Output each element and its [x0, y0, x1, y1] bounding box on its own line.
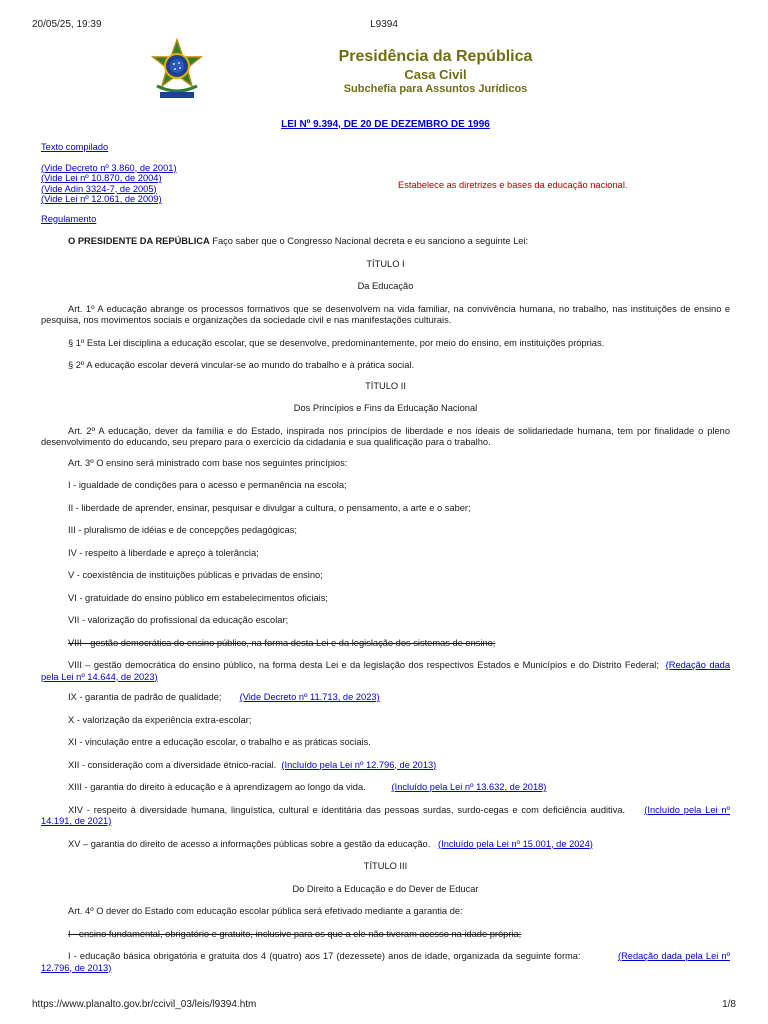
ementa: Estabelece as diretrizes e bases da educação nacional.	[398, 180, 628, 190]
art-1-paragraph-2: § 2º A educação escolar deverá vincular-se ao mundo do trabalho e à prática social.	[68, 360, 415, 370]
inciso-ii: II - liberdade de aprender, ensinar, pesquisar e divulgar a cultura, o pensamento, a arte e o saber;	[68, 502, 471, 513]
vide-link[interactable]: (Vide Adin 3324-7, de 2005)	[41, 183, 157, 194]
inciso-ix-text: IX - garantia de padrão de qualidade;	[68, 692, 222, 702]
art-4-inciso-i-revoked: I - ensino fundamental, obrigatório e gratuito, inclusive para os que a ele não tiveram acesso na idade própria;	[68, 928, 522, 939]
law-title-link[interactable]: LEI Nº 9.394, DE 20 DE DEZEMBRO DE 1996	[281, 119, 490, 130]
inciso-ix-link[interactable]: (Vide Decreto nº 11.713, de 2023)	[239, 692, 380, 702]
art-2: Art. 2º A educação, dever da família e do Estado, inspirada nos princípios de liberdade e nos ideais de solidariedade humana, tem por finalidade o pleno desenvolvimento do educando, seu preparo para o exercício da cidadania e sua qualificação para o trabalho.	[41, 425, 730, 447]
titulo-2-heading: TÍTULO II	[365, 380, 406, 391]
inciso-viii	[41, 660, 730, 683]
print-footer	[32, 999, 736, 1013]
inciso-xii-text: XII - consideração com a diversidade étnico-racial.	[68, 759, 277, 770]
inciso-xv-link[interactable]: (Incluído pela Lei nº 15.001, de 2024)	[438, 838, 593, 849]
inciso-v: V - coexistência de instituições públicas e privadas de ensino;	[68, 570, 323, 580]
art-4-inciso-i-text: I - educação básica obrigatória e gratuita dos 4 (quatro) aos 17 (dezessete) anos de idade, organizada da seguinte forma:	[68, 951, 581, 961]
inciso-ix	[41, 692, 730, 704]
inciso-xiv-link[interactable]: (Incluído pela Lei nº 14.191, de 2021)	[41, 804, 730, 826]
masthead-presidencia: Presidência da República	[338, 48, 533, 65]
print-doc-name: L9394	[370, 19, 398, 30]
inciso-xii	[41, 760, 730, 772]
titulo-1-heading: TÍTULO I	[366, 258, 405, 269]
document-page	[41, 38, 730, 974]
inciso-xv	[41, 839, 730, 851]
masthead-subchefia: Subchefia para Assuntos Jurídicos	[343, 83, 528, 95]
law-title	[41, 119, 730, 130]
inciso-xv-text: XV – garantia do direito de acesso a informações públicas sobre a gestão da educação.	[68, 838, 431, 849]
inciso-i: I - igualdade de condições para o acesso e permanência na escola;	[68, 480, 347, 490]
print-page-number: 1/8	[722, 999, 736, 1010]
inciso-xiii	[41, 782, 730, 794]
print-header	[32, 19, 736, 33]
inciso-xiii-link[interactable]: (Incluído pela Lei nº 13.632, de 2018)	[391, 782, 547, 792]
inciso-xii-link[interactable]: (Incluído pela Lei nº 12.796, de 2013)	[281, 759, 437, 770]
inciso-viii-link[interactable]: (Redação dada pela Lei nº 14.644, de 2023)	[41, 660, 730, 682]
inciso-vi: VI - gratuidade do ensino público em estabelecimentos oficiais;	[68, 592, 328, 603]
preamble-text: Faço saber que o Congresso Nacional decreta e eu sanciono a seguinte Lei:	[209, 236, 529, 246]
links-block	[41, 142, 730, 225]
titulo-3-heading: TÍTULO III	[363, 861, 408, 871]
inciso-vii: VII - valorização do profissional da educação escolar;	[68, 615, 289, 625]
masthead	[41, 38, 730, 112]
inciso-xiv	[41, 805, 730, 828]
regulamento-link[interactable]: Regulamento	[41, 213, 97, 224]
vide-link[interactable]: (Vide Decreto nº 3.860, de 2001)	[41, 162, 177, 173]
vide-link[interactable]: (Vide Lei nº 12.061, de 2009)	[41, 194, 162, 204]
inciso-viii-text: VIII – gestão democrática do ensino público, na forma desta Lei e da legislação dos respectivos Estados e Municípios e do Distrito Federal;	[68, 660, 659, 670]
vide-link[interactable]: (Vide Lei nº 10.870, de 2004)	[41, 173, 162, 183]
titulo-3-name: Do Direito à Educação e do Dever de Educar	[292, 883, 479, 894]
inciso-xi: XI - vinculação entre a educação escolar, o trabalho e as práticas sociais.	[68, 737, 371, 747]
masthead-casa-civil: Casa Civil	[404, 67, 467, 82]
art-1-paragraph-1: § 1º Esta Lei disciplina a educação escolar, que se desenvolve, predominantemente, por meio do ensino, em instituições próprias.	[68, 337, 605, 348]
art-4-inciso-i	[41, 951, 730, 974]
preamble-bold: O PRESIDENTE DA REPÚBLICA	[68, 236, 210, 246]
art-3: Art. 3º O ensino será ministrado com base nos seguintes princípios:	[68, 457, 348, 468]
print-url: https://www.planalto.gov.br/ccivil_03/leis/l9394.htm	[32, 999, 257, 1010]
texto-compilado-link[interactable]: Texto compilado	[41, 142, 109, 152]
art-4: Art. 4º O dever do Estado com educação escolar pública será efetivado mediante a garantia de:	[68, 906, 463, 916]
inciso-xiii-text: XIII - garantia do direito à educação e à aprendizagem ao longo da vida.	[68, 782, 366, 792]
art-4-inciso-i-link[interactable]: (Redação dada pela Lei nº 12.796, de 2013)	[41, 951, 731, 973]
inciso-iii: III - pluralismo de idéias e de concepções pedagógicas;	[68, 525, 297, 535]
inciso-iv: IV - respeito à liberdade e apreço à tolerância;	[68, 547, 259, 558]
masthead-text	[41, 48, 730, 95]
inciso-x: X - valorização da experiência extra-escolar;	[68, 714, 252, 725]
inciso-xiv-text: XIV - respeito à diversidade humana, linguística, cultural e identitária das pessoas surdas, surdo-cegas e com deficiência auditiva.	[68, 804, 626, 815]
art-1: Art. 1º A educação abrange os processos formativos que se desenvolvem na vida familiar, na convivência humana, no trabalho, nas instituições de ensino e pesquisa, nos movimentos sociais e organizações da sociedade civil e nas manifestações culturais.	[41, 303, 730, 325]
inciso-viii-revoked: VIII - gestão democrática do ensino público, na forma desta Lei e da legislação dos sistemas de ensino;	[68, 637, 496, 648]
preamble	[41, 236, 730, 248]
print-datetime: 20/05/25, 19:39	[32, 19, 102, 30]
titulo-1-name: Da Educação	[357, 281, 414, 291]
titulo-2-name: Dos Princípios e Fins da Educação Nacional	[293, 403, 478, 413]
